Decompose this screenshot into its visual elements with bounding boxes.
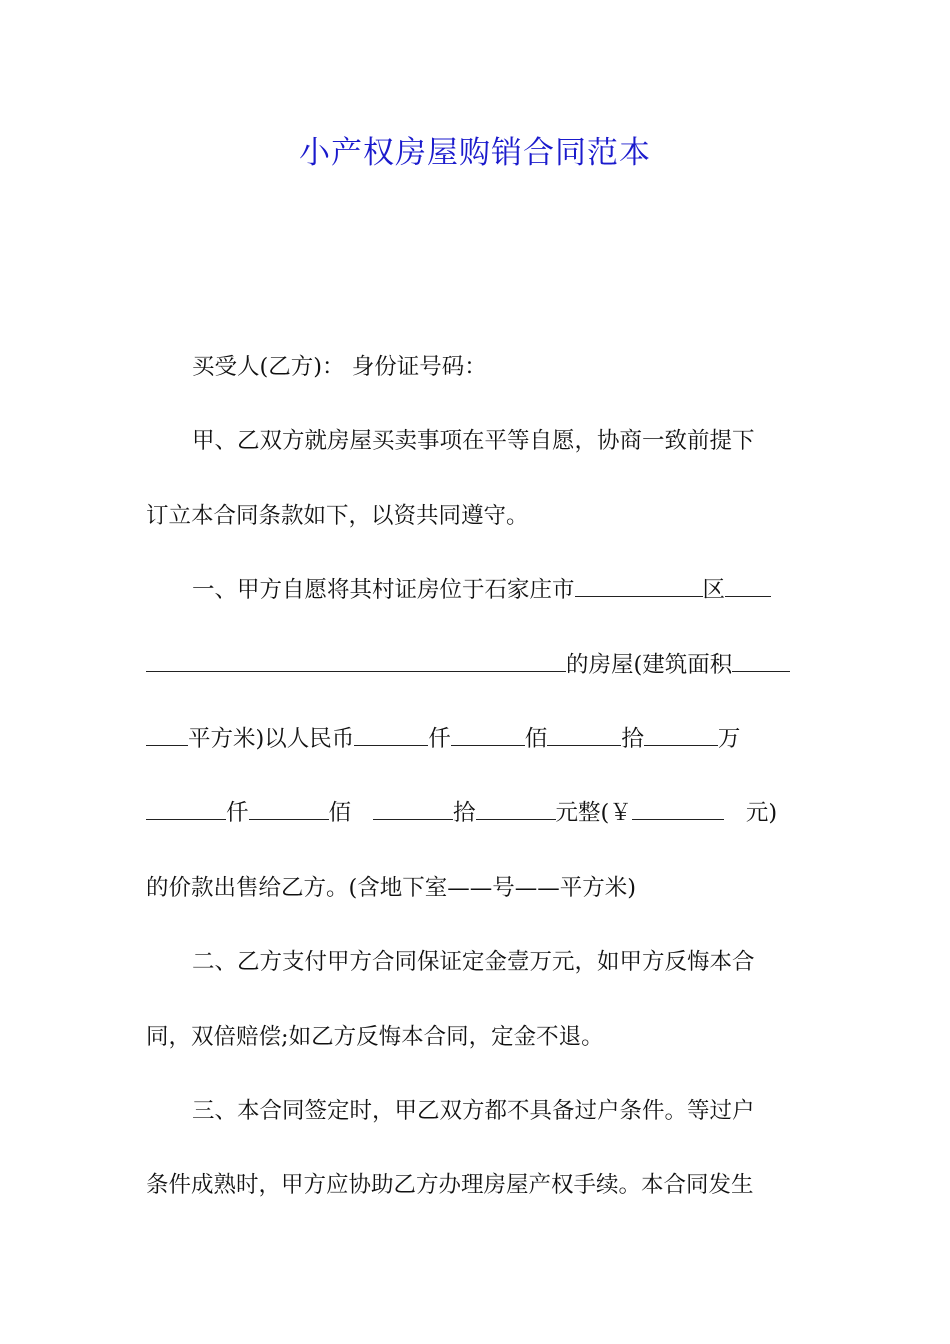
buyer-line: 买受人(乙方)： 身份证号码： [192,354,487,380]
unit-yuan-close: 元) [745,800,778,827]
clause-1-line-1 [146,553,806,627]
unit-qian-1: 仟 [428,725,451,752]
unit-shi-2: 拾 [453,800,476,827]
unit-bai-1: 佰 [524,725,548,752]
clause-1-line-4 [146,776,806,850]
district-label: 区 [702,577,726,604]
address-blank-b [146,649,566,672]
area-blank-b [146,723,188,746]
clause-3-line-1: 三、本合同签定时，甲乙双方都不具备过户条件。等过户 [192,1097,755,1124]
price-blank-8 [476,797,556,820]
district-blank [575,574,703,597]
unit-qian-2: 仟 [226,800,249,827]
unit-wan: 万 [717,725,741,752]
area-blank-a [732,649,790,672]
intro-line-2: 订立本合同条款如下，以资共同遵守。 [146,502,529,529]
price-numeric-blank [632,797,724,820]
clause-1-text: 一、甲方自愿将其村证房位于石家庄市 [192,577,575,604]
clause-2-line-1: 二、乙方支付甲方合同保证定金壹万元，如甲方反悔本合 [192,949,755,976]
clause-1-line-5: 的价款出售给乙方。(含地下室——号——平方米) [146,874,637,901]
clause-1-line-2 [146,628,806,702]
unit-bai-2: 佰 [328,800,352,827]
clause-3-line-2: 条件成熟时，甲方应协助乙方办理房屋产权手续。本合同发生 [146,1172,754,1199]
price-blank-3 [547,723,621,746]
intro-line-1: 甲、乙双方就房屋买卖事项在平等自愿，协商一致前提下 [192,428,755,455]
area-label: 的房屋(建筑面积 [566,651,733,678]
price-blank-4 [644,723,718,746]
price-blank-7 [373,797,453,820]
address-blank-a [725,574,771,597]
document-title: 小产权房屋购销合同范本 [299,135,651,171]
document-body [146,330,806,1223]
unit-shi-1: 拾 [621,725,644,752]
clause-1-line-3 [146,702,806,776]
price-blank-6 [249,797,329,820]
price-blank-2 [451,723,525,746]
price-blank-5 [146,797,226,820]
clause-2-line-2: 同，双倍赔偿;如乙方反悔本合同，定金不退。 [146,1023,604,1050]
unit-yuan-zheng: 元整(￥ [555,800,632,827]
price-label: 平方米)以人民币 [188,725,355,752]
price-blank-1 [354,723,428,746]
